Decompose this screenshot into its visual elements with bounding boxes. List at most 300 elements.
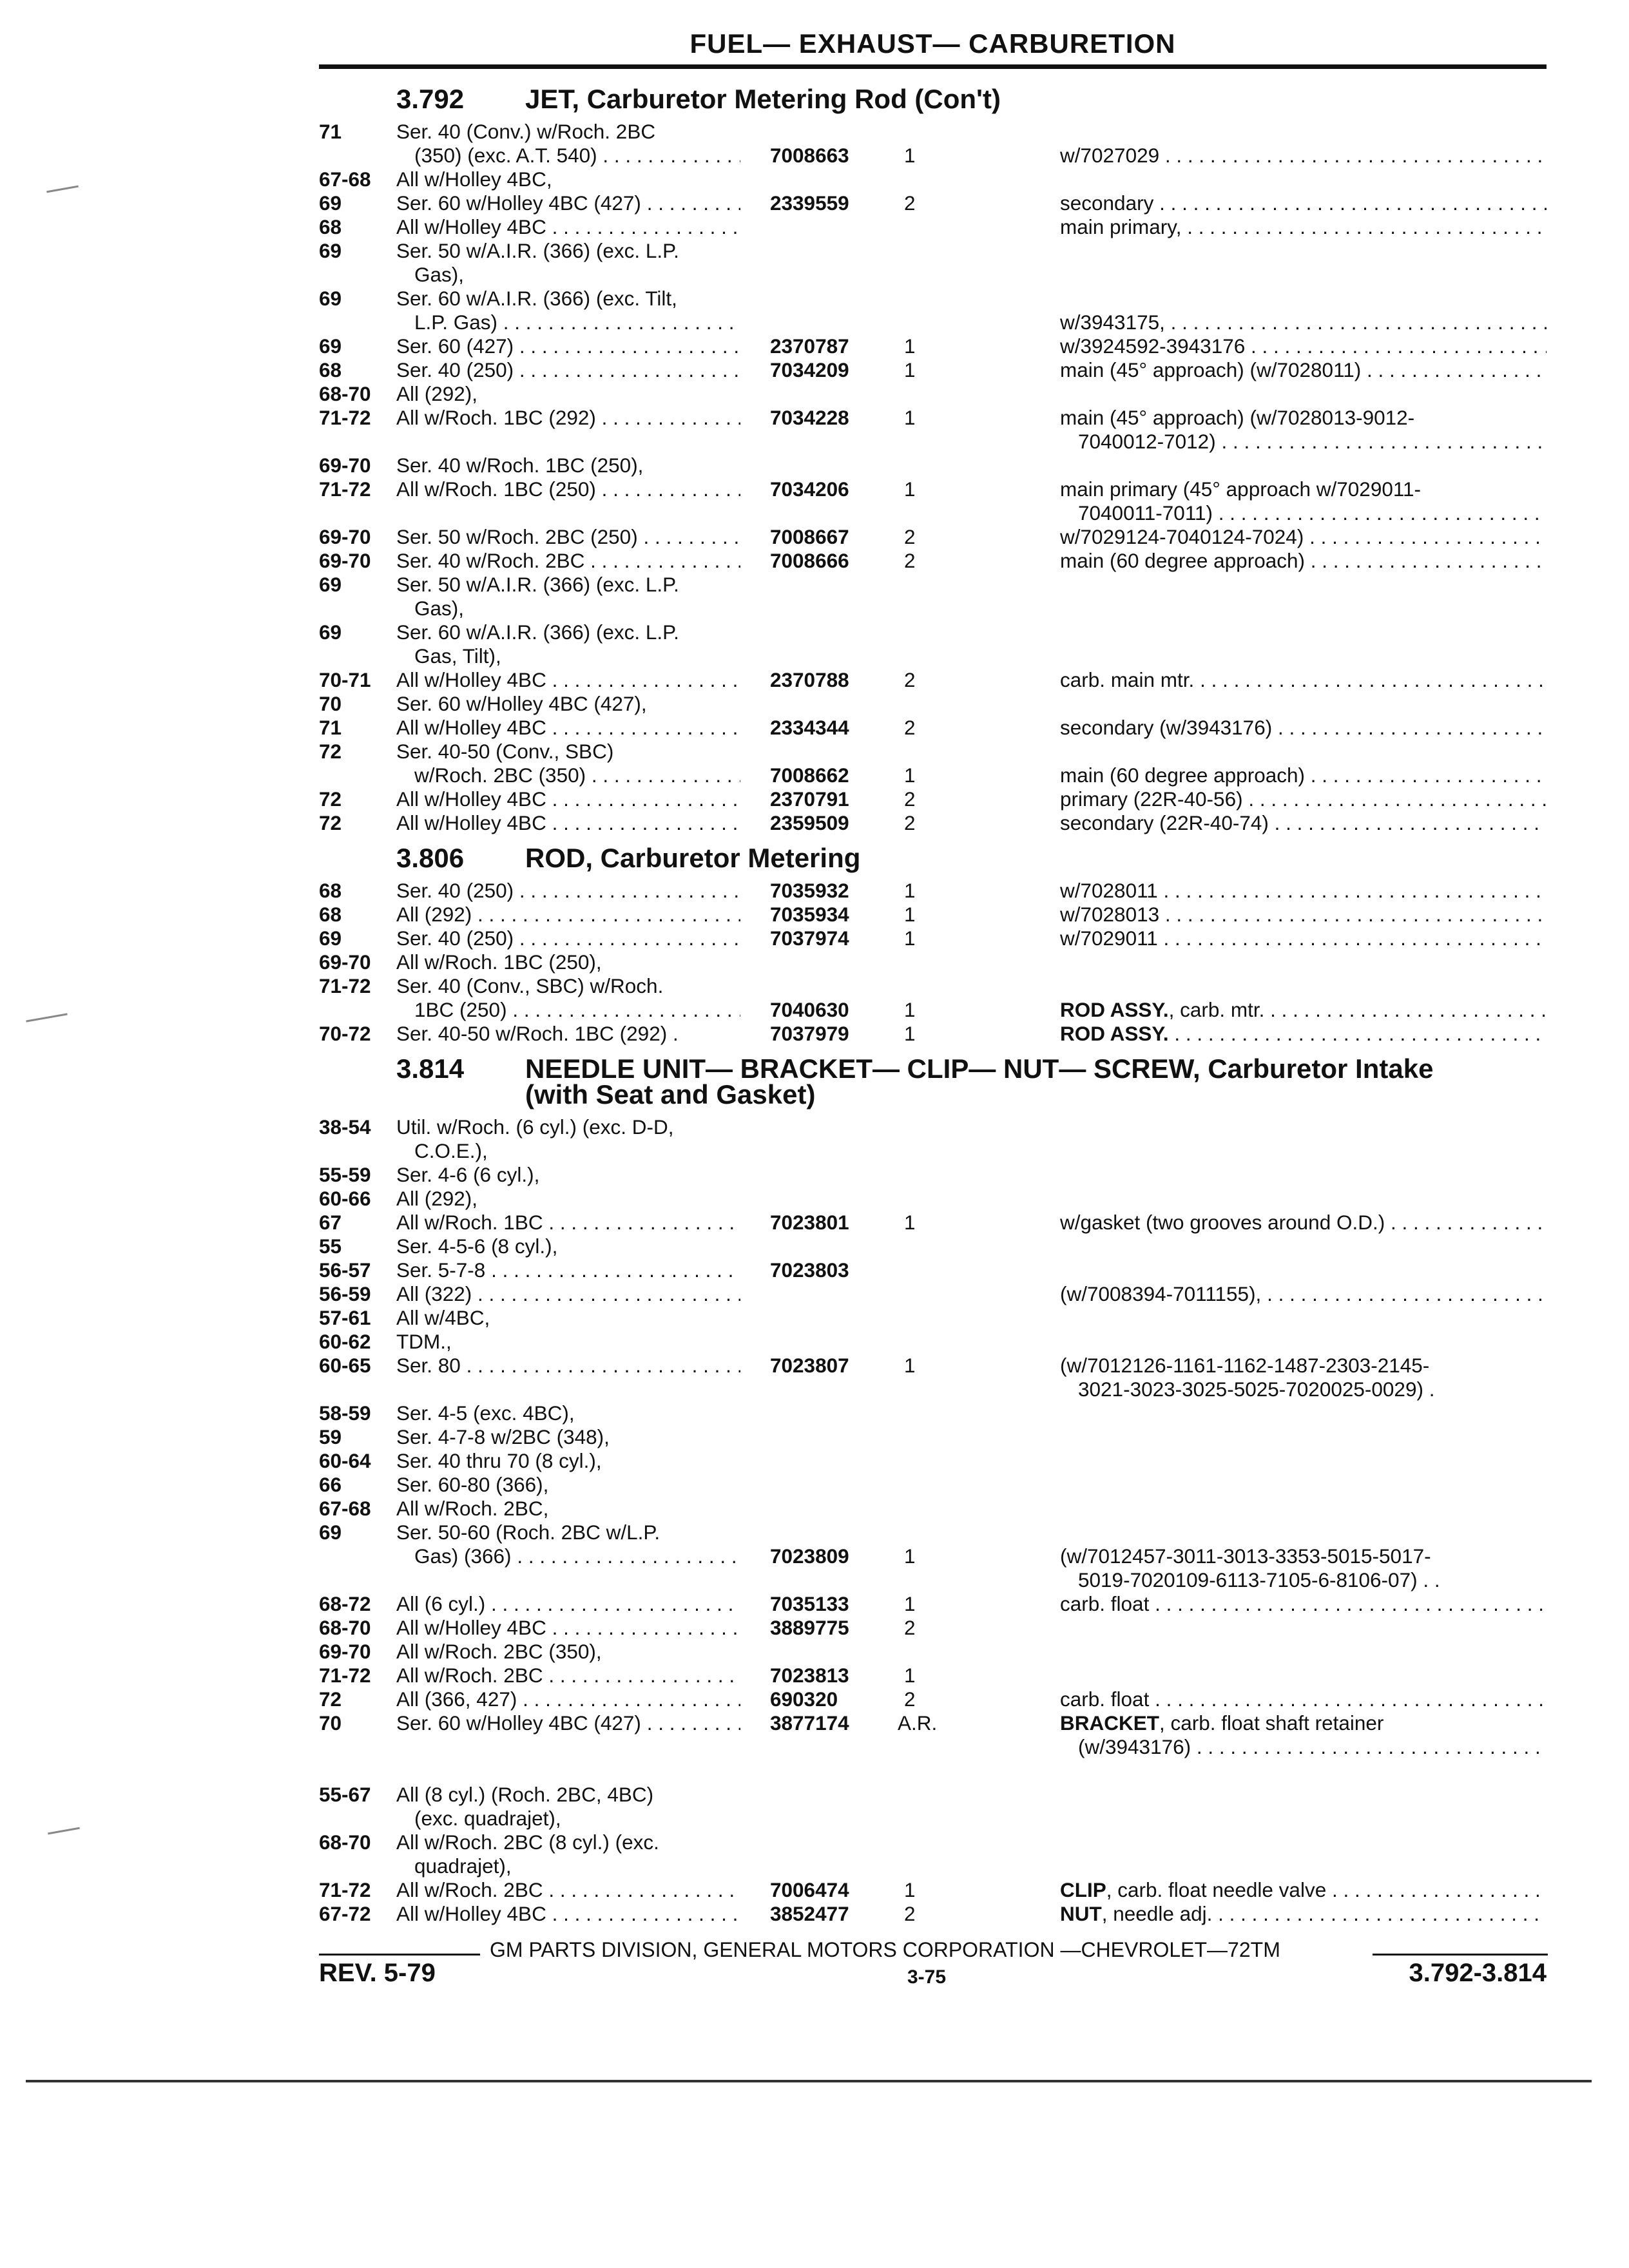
description-keyword: NUT [1060, 1902, 1102, 1925]
application: All (322) . . . [396, 1282, 740, 1306]
description-text: secondary [1060, 191, 1154, 215]
application: All w/Holley 4BC . . . [396, 215, 740, 239]
quantity: 1 [904, 879, 916, 902]
page-header-title: FUEL— EXHAUST— CARBURETION [689, 28, 1176, 59]
parts-row [319, 811, 1550, 835]
description [1060, 903, 1547, 927]
model-years: 68-72 [319, 1592, 371, 1615]
parts-row [319, 311, 1550, 334]
description [1060, 668, 1547, 692]
parts-row [319, 1354, 1550, 1378]
margin-mark [26, 1013, 68, 1022]
description [1060, 1878, 1547, 1902]
footer-revision: REV. 5-79 [319, 1959, 436, 1987]
parts-row [319, 927, 1550, 950]
parts-row [319, 1187, 1550, 1211]
description-text: w/7029011 [1060, 927, 1158, 950]
model-years: 72 [319, 740, 342, 763]
parts-row [319, 1282, 1550, 1306]
model-years: 59 [319, 1425, 342, 1448]
part-number: 7008666 [770, 549, 849, 572]
application: All (6 cyl.) . . . [396, 1592, 740, 1616]
parts-row [319, 454, 1550, 477]
description-text: (w/3943176) [1078, 1735, 1191, 1758]
footer-page-number: 3-75 [907, 1966, 947, 1988]
model-years: 72 [319, 1687, 342, 1711]
part-number: 3877174 [770, 1711, 849, 1735]
row-spacer [319, 1759, 1550, 1783]
description [1078, 501, 1547, 525]
model-years: 66 [319, 1473, 342, 1496]
model-years: 71 [319, 716, 342, 739]
margin-mark [48, 1827, 80, 1835]
description [1060, 1022, 1547, 1046]
application: All w/Holley 4BC . . . [396, 668, 740, 692]
quantity: 1 [904, 477, 916, 501]
application: All w/Holley 4BC, [396, 168, 552, 191]
parts-row [319, 620, 1550, 644]
parts-row [319, 287, 1550, 311]
application: Ser. 60 w/A.I.R. (366) (exc. Tilt, [396, 287, 677, 310]
application: Ser. 40 (250) . . . [396, 358, 740, 382]
quantity: 1 [904, 1022, 916, 1045]
parts-row [319, 1330, 1550, 1354]
model-years: 67-72 [319, 1902, 371, 1925]
application: All w/Roch. 1BC (292) . . . [396, 406, 740, 430]
model-years: 60-65 [319, 1354, 371, 1377]
model-years: 38-54 [319, 1115, 371, 1139]
description-text: w/7027029 [1060, 144, 1160, 167]
parts-row [319, 1640, 1550, 1664]
parts-row [319, 668, 1550, 692]
application: Ser. 40 (Conv., SBC) w/Roch. [396, 974, 664, 997]
application: Ser. 50 w/Roch. 2BC (250) . . . [396, 525, 740, 549]
application: Ser. 60 w/A.I.R. (366) (exc. L.P. [396, 620, 679, 644]
description-text: carb. main mtr. [1060, 668, 1195, 691]
parts-row [319, 764, 1550, 787]
application: Ser. 4-5 (exc. 4BC), [396, 1401, 575, 1425]
parts-row [319, 430, 1550, 454]
footer-rule-left [319, 1954, 480, 1956]
model-years: 68-70 [319, 382, 371, 405]
model-years: 69 [319, 287, 342, 310]
quantity: 2 [904, 1616, 916, 1639]
parts-row [319, 573, 1550, 597]
model-years: 55 [319, 1235, 342, 1258]
application: All (366, 427) . . . [396, 1687, 740, 1711]
model-years: 70 [319, 1711, 342, 1735]
application: All w/Roch. 2BC . . . [396, 1664, 740, 1687]
quantity: 2 [904, 525, 916, 548]
footer-publisher: GM PARTS DIVISION, GENERAL MOTORS CORPORATION —CHEVROLET—72TM [490, 1938, 1280, 1961]
description [1060, 811, 1547, 835]
part-number: 7006474 [770, 1878, 849, 1901]
application: All w/Roch. 2BC, [396, 1497, 549, 1520]
quantity: 1 [904, 1211, 916, 1234]
section-number: 3.814 [396, 1053, 465, 1084]
quantity: 2 [904, 716, 916, 739]
description-keyword: ROD ASSY. [1060, 998, 1169, 1021]
description-text: 5019-7020109-6113-7105-6-8106-07) . . [1078, 1568, 1440, 1591]
section-heading [319, 76, 1550, 120]
parts-row [319, 263, 1550, 287]
model-years: 69 [319, 573, 342, 596]
parts-row [319, 239, 1550, 263]
parts-row [319, 1664, 1550, 1687]
parts-row [319, 477, 1550, 501]
parts-row [319, 1378, 1550, 1401]
description-text: w/7028011 [1060, 879, 1158, 902]
model-years: 60-62 [319, 1330, 371, 1353]
model-years: 69-70 [319, 454, 371, 477]
application: L.P. Gas) . . . [414, 311, 740, 334]
description-text: main (45° approach) (w/7028013-9012- [1060, 406, 1415, 429]
parts-row [319, 1163, 1550, 1187]
description-text: w/7029124-7040124-7024) [1060, 525, 1304, 548]
application: All w/Roch. 1BC (250) . . . [396, 477, 740, 501]
quantity: 2 [904, 191, 916, 215]
application: C.O.E.), [414, 1139, 488, 1162]
description [1060, 1211, 1547, 1235]
application: All (292), [396, 382, 478, 405]
model-years: 70-71 [319, 668, 371, 691]
parts-row [319, 998, 1550, 1022]
parts-row [319, 168, 1550, 191]
application: All w/Roch. 2BC (350), [396, 1640, 602, 1663]
part-number: 7008667 [770, 525, 849, 548]
section-title: NEEDLE UNIT— BRACKET— CLIP— NUT— SCREW, Carburetor Intake [525, 1053, 1434, 1084]
part-number: 2370791 [770, 787, 849, 811]
description-keyword: CLIP [1060, 1878, 1106, 1901]
description-text: main primary, [1060, 215, 1182, 238]
quantity: 1 [904, 334, 916, 358]
description-text: w/gasket (two grooves around O.D.) [1060, 1211, 1385, 1234]
model-years: 60-66 [319, 1187, 371, 1210]
description [1060, 1902, 1547, 1926]
application: Ser. 40 (250) . . . [396, 927, 740, 950]
margin-mark [46, 186, 79, 193]
model-years: 69 [319, 239, 342, 262]
parts-row [319, 1115, 1550, 1139]
application: Ser. 5-7-8 . . . [396, 1258, 740, 1282]
quantity: 2 [904, 668, 916, 691]
application: Ser. 4-6 (6 cyl.), [396, 1163, 540, 1186]
parts-row [319, 1735, 1550, 1759]
description [1060, 144, 1547, 168]
model-years: 70-72 [319, 1022, 371, 1045]
parts-row [319, 1235, 1550, 1258]
description [1060, 215, 1547, 239]
application: (350) (exc. A.T. 540) . . . [414, 144, 740, 168]
parts-row [319, 1497, 1550, 1521]
description [1060, 406, 1547, 430]
model-years: 68-70 [319, 1831, 371, 1854]
model-years: 55-67 [319, 1783, 371, 1806]
parts-row [319, 1544, 1550, 1568]
parts-row [319, 549, 1550, 573]
parts-row [319, 525, 1550, 549]
parts-row [319, 1687, 1550, 1711]
parts-row [319, 597, 1550, 620]
application: Ser. 40-50 w/Roch. 1BC (292) . [396, 1022, 679, 1045]
application: All w/Roch. 2BC . . . [396, 1878, 740, 1902]
description-text: main (60 degree approach) [1060, 549, 1305, 572]
model-years: 68 [319, 879, 342, 902]
description-text: 7040012-7012) [1078, 430, 1216, 453]
parts-row [319, 1139, 1550, 1163]
parts-row [319, 334, 1550, 358]
application: All w/Holley 4BC . . . [396, 1902, 740, 1926]
part-number: 690320 [770, 1687, 838, 1711]
part-number: 7023813 [770, 1664, 849, 1687]
parts-row [319, 358, 1550, 382]
part-number: 7034209 [770, 358, 849, 381]
part-number: 2370788 [770, 668, 849, 691]
section-heading [319, 835, 1550, 879]
part-number: 2334344 [770, 716, 849, 739]
description-text: 7040011-7011) [1078, 501, 1213, 524]
parts-row [319, 879, 1550, 903]
section-heading [319, 1046, 1550, 1115]
description [1060, 1592, 1547, 1616]
description [1060, 477, 1547, 501]
model-years: 69-70 [319, 1640, 371, 1663]
quantity: 2 [904, 1687, 916, 1711]
model-years: 69-70 [319, 950, 371, 974]
parts-row [319, 1568, 1550, 1592]
application: All (292), [396, 1187, 478, 1210]
description-text: , carb. float shaft retainer [1159, 1711, 1384, 1735]
part-number: 7034206 [770, 477, 849, 501]
part-number: 7023803 [770, 1258, 849, 1282]
application: Ser. 40 w/Roch. 2BC . . . [396, 549, 740, 573]
model-years: 71-72 [319, 406, 371, 429]
description-text: , carb. float needle valve [1106, 1878, 1327, 1901]
application: All w/Holley 4BC . . . [396, 811, 740, 835]
parts-row [319, 1306, 1550, 1330]
parts-row [319, 1211, 1550, 1235]
application: Gas), [414, 597, 465, 620]
parts-row [319, 406, 1550, 430]
section-number: 3.792 [396, 84, 465, 114]
application: Ser. 60 w/Holley 4BC (427) . . . [396, 1711, 740, 1735]
part-number: 7008662 [770, 764, 849, 787]
model-years: 56-59 [319, 1282, 371, 1305]
parts-row [319, 120, 1550, 144]
model-years: 69 [319, 1521, 342, 1544]
quantity: 1 [904, 1878, 916, 1901]
parts-row [319, 144, 1550, 168]
application: (exc. quadrajet), [414, 1807, 561, 1830]
description-keyword: ROD ASSY. [1060, 1022, 1169, 1045]
model-years: 71-72 [319, 1878, 371, 1901]
model-years: 57-61 [319, 1306, 371, 1329]
description [1060, 716, 1547, 740]
quantity: 2 [904, 1902, 916, 1925]
quantity: 1 [904, 764, 916, 787]
model-years: 67-68 [319, 1497, 371, 1520]
description-text: w/3924592-3943176 [1060, 334, 1246, 358]
header-rule [319, 64, 1547, 69]
description [1060, 879, 1547, 903]
parts-row [319, 1902, 1550, 1926]
application: Ser. 50-60 (Roch. 2BC w/L.P. [396, 1521, 660, 1544]
part-number: 7023801 [770, 1211, 849, 1234]
description [1060, 927, 1547, 950]
description-keyword: BRACKET [1060, 1711, 1159, 1735]
description [1078, 1378, 1547, 1401]
part-number: 2370787 [770, 334, 849, 358]
application: w/Roch. 2BC (350) . . . [414, 764, 740, 787]
part-number: 7035934 [770, 903, 849, 926]
parts-row [319, 1854, 1550, 1878]
model-years: 69 [319, 191, 342, 215]
parts-row [319, 1592, 1550, 1616]
description-text: main primary (45° approach w/7029011- [1060, 477, 1422, 501]
model-years: 68 [319, 215, 342, 238]
application: Gas) (366) . . . [414, 1544, 740, 1568]
application: All (8 cyl.) (Roch. 2BC, 4BC) [396, 1783, 654, 1806]
application: Ser. 60 w/Holley 4BC (427), [396, 692, 647, 715]
part-number: 7023807 [770, 1354, 849, 1377]
description-text: (w/7008394-7011155), [1060, 1282, 1262, 1305]
model-years: 69-70 [319, 525, 371, 548]
quantity: 1 [904, 1592, 916, 1615]
description [1060, 1354, 1547, 1378]
description-text: w/3943175, [1060, 311, 1165, 334]
parts-row [319, 903, 1550, 927]
model-years: 72 [319, 787, 342, 811]
parts-row [319, 740, 1550, 764]
application: All w/Holley 4BC . . . [396, 716, 740, 740]
part-number: 7037974 [770, 927, 849, 950]
application: All w/Holley 4BC . . . [396, 787, 740, 811]
description-text: primary (22R-40-56) [1060, 787, 1243, 811]
description-text: carb. float [1060, 1687, 1150, 1711]
part-number: 7037979 [770, 1022, 849, 1045]
application: Ser. 50 w/A.I.R. (366) (exc. L.P. [396, 239, 679, 262]
application: Ser. 40 (250) . . . [396, 879, 740, 903]
parts-row [319, 1521, 1550, 1544]
application: All w/4BC, [396, 1306, 490, 1329]
application: Ser. 4-5-6 (8 cyl.), [396, 1235, 558, 1258]
parts-row [319, 382, 1550, 406]
part-number: 2359509 [770, 811, 849, 834]
description [1078, 1568, 1547, 1592]
description-text: 3021-3023-3025-5025-7020025-0029) . [1078, 1378, 1435, 1401]
parts-row [319, 215, 1550, 239]
application: TDM., [396, 1330, 452, 1353]
quantity: 1 [904, 358, 916, 381]
part-number: 3889775 [770, 1616, 849, 1639]
application: Ser. 50 w/A.I.R. (366) (exc. L.P. [396, 573, 679, 596]
application: Ser. 40-50 (Conv., SBC) [396, 740, 614, 763]
model-years: 60-64 [319, 1449, 371, 1472]
description [1060, 787, 1547, 811]
description [1078, 430, 1547, 454]
quantity: 1 [904, 1664, 916, 1687]
parts-row [319, 1401, 1550, 1425]
footer-rule-right [1373, 1954, 1548, 1956]
application: Ser. 60 (427) . . . [396, 334, 740, 358]
application: Ser. 40 (Conv.) w/Roch. 2BC [396, 120, 656, 143]
model-years: 68 [319, 358, 342, 381]
parts-row [319, 1258, 1550, 1282]
application: Ser. 40 thru 70 (8 cyl.), [396, 1449, 602, 1472]
description [1060, 549, 1547, 573]
section-title: JET, Carburetor Metering Rod (Con't) [525, 84, 1001, 114]
description [1078, 1735, 1547, 1759]
quantity: 2 [904, 787, 916, 811]
parts-row [319, 1711, 1550, 1735]
description [1060, 1711, 1547, 1735]
description-text: secondary (22R-40-74) [1060, 811, 1269, 834]
parts-row [319, 1425, 1550, 1449]
description-text: , needle adj. [1101, 1902, 1213, 1925]
model-years: 69-70 [319, 549, 371, 572]
quantity: 2 [904, 811, 916, 834]
description-text: secondary (w/3943176) [1060, 716, 1273, 739]
parts-row [319, 1878, 1550, 1902]
part-number: 7040630 [770, 998, 849, 1021]
quantity: 1 [904, 903, 916, 926]
part-number: 7035133 [770, 1592, 849, 1615]
parts-row [319, 1807, 1550, 1831]
parts-row [319, 1473, 1550, 1497]
part-number: 2339559 [770, 191, 849, 215]
quantity: 1 [904, 927, 916, 950]
description-text: (w/7012457-3011-3013-3353-5015-5017- [1060, 1544, 1431, 1568]
application: Ser. 60-80 (366), [396, 1473, 549, 1496]
parts-row [319, 974, 1550, 998]
model-years: 67 [319, 1211, 342, 1234]
parts-row [319, 716, 1550, 740]
parts-row [319, 1783, 1550, 1807]
application: Gas, Tilt), [414, 644, 501, 668]
application: All w/Roch. 1BC . . . [396, 1211, 740, 1235]
description [1060, 358, 1547, 382]
part-number: 7008663 [770, 144, 849, 167]
model-years: 56-57 [319, 1258, 371, 1282]
part-number: 7034228 [770, 406, 849, 429]
description [1060, 191, 1547, 215]
application: All w/Roch. 1BC (250), [396, 950, 602, 974]
parts-row [319, 1616, 1550, 1640]
description [1060, 525, 1547, 549]
description-text: w/7028013 [1060, 903, 1160, 926]
application: Ser. 80 . . . [396, 1354, 740, 1378]
description-text: main (60 degree approach) [1060, 764, 1305, 787]
model-years: 67-68 [319, 168, 371, 191]
parts-row [319, 644, 1550, 668]
description [1060, 1687, 1547, 1711]
description-text: carb. float [1060, 1592, 1150, 1615]
part-number: 3852477 [770, 1902, 849, 1925]
description [1060, 1282, 1547, 1306]
description-text: main (45° approach) (w/7028011) [1060, 358, 1362, 381]
model-years: 71-72 [319, 974, 371, 997]
model-years: 69 [319, 927, 342, 950]
quantity: 1 [904, 144, 916, 167]
model-years: 58-59 [319, 1401, 371, 1425]
model-years: 71 [319, 120, 342, 143]
model-years: 72 [319, 811, 342, 834]
description [1060, 334, 1547, 358]
application: Gas), [414, 263, 465, 286]
parts-row [319, 1449, 1550, 1473]
description [1060, 764, 1547, 787]
application: Ser. 4-7-8 w/2BC (348), [396, 1425, 610, 1448]
